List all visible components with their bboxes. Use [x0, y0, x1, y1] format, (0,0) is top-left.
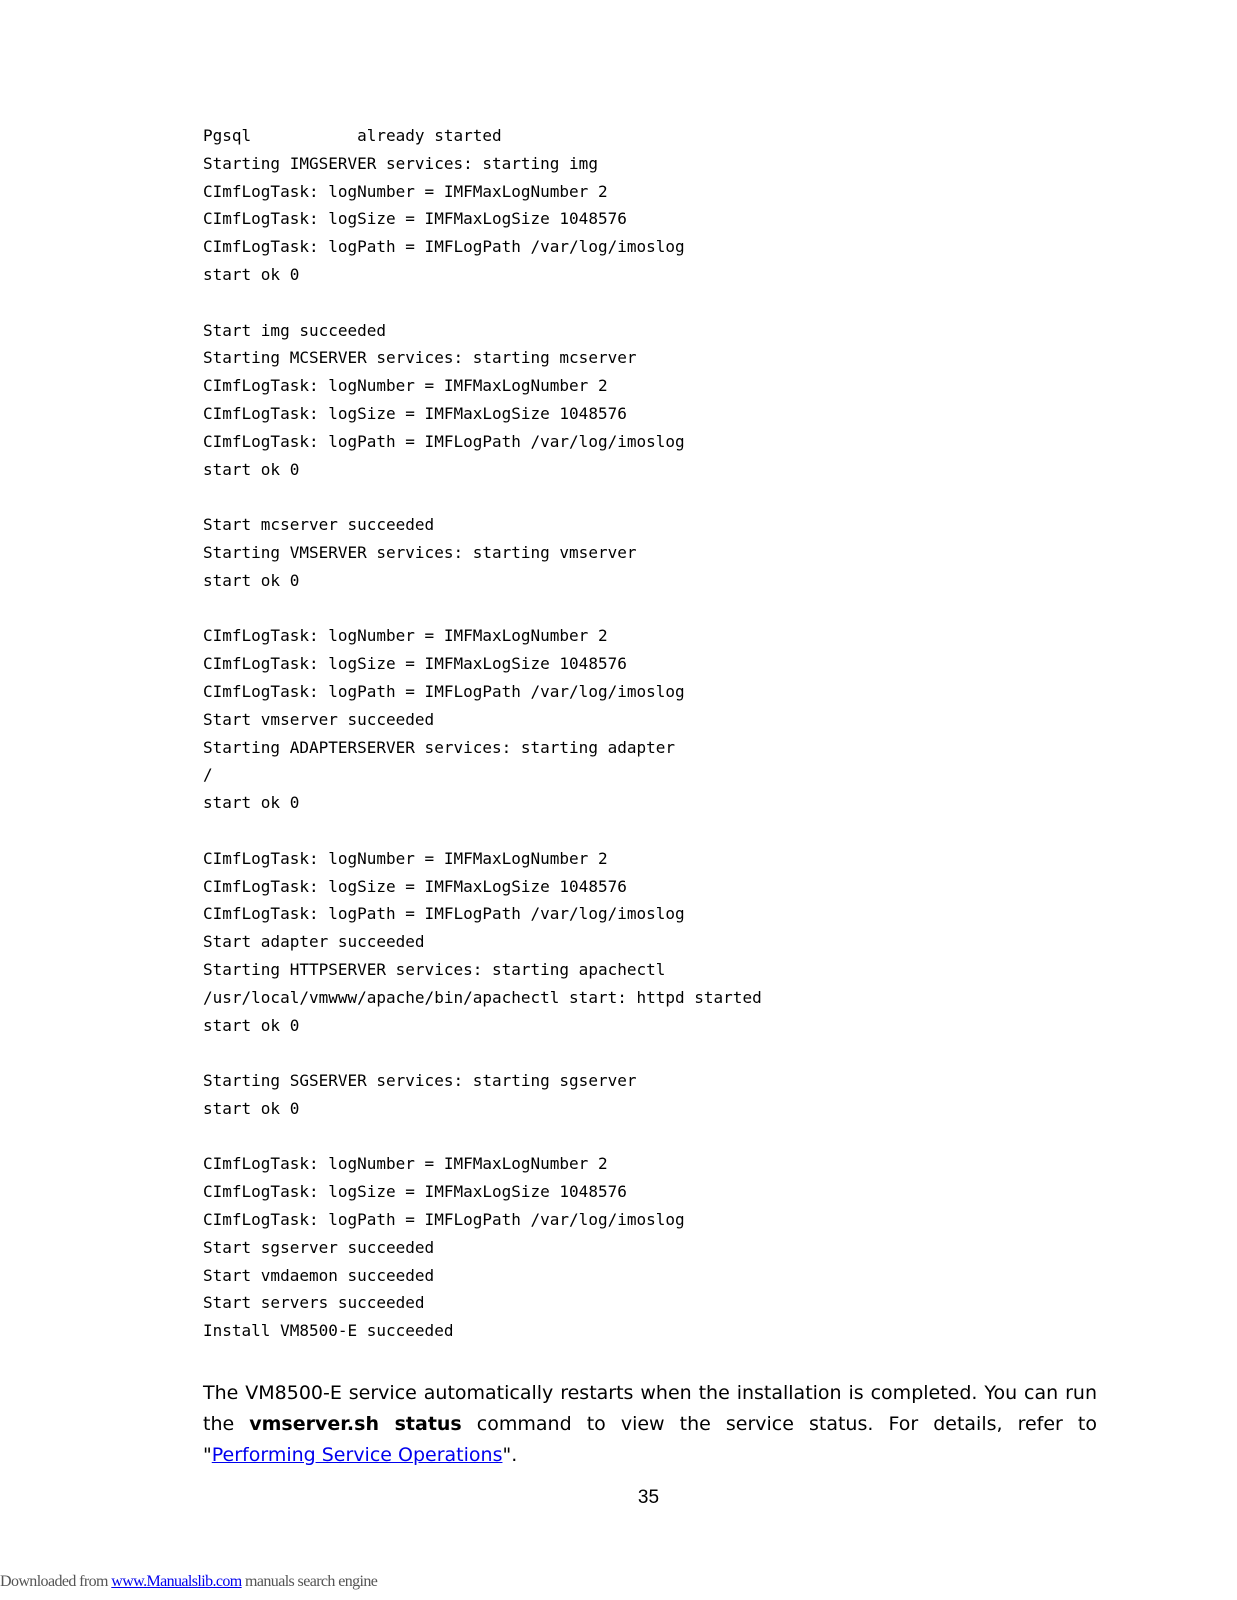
- console-line: Starting HTTPSERVER services: starting apachectl: [203, 959, 666, 979]
- paragraph-text-2: command to view the service status. For details, refer to ": [203, 1413, 1097, 1466]
- paragraph-text-1: The VM8500-E service automatically restarts when the installation is completed. You can run the: [203, 1382, 1097, 1435]
- console-line: /: [203, 765, 213, 785]
- console-line: CImfLogTask: logNumber = IMFMaxLogNumber 2: [203, 1154, 608, 1174]
- console-line: start ok 0: [203, 1098, 300, 1118]
- console-line: Start adapter succeeded: [203, 932, 425, 952]
- console-line: Starting VMSERVER services: starting vmserver: [203, 542, 637, 562]
- console-line: Starting IMGSERVER services: starting img: [203, 153, 598, 173]
- console-blank-line: [203, 289, 1103, 317]
- console-line: CImfLogTask: logPath = IMFLogPath /var/log/imoslog: [203, 904, 685, 924]
- console-line: Starting SGSERVER services: starting sgserver: [203, 1071, 637, 1091]
- console-line: /usr/local/vmwww/apache/bin/apachectl start: httpd started: [203, 987, 762, 1007]
- manualslib-link[interactable]: www.Manualslib.com: [111, 1573, 242, 1590]
- console-line: CImfLogTask: logSize = IMFMaxLogSize 1048576: [203, 876, 627, 896]
- paragraph-text-3: ".: [502, 1444, 518, 1466]
- footer-suffix: manuals search engine: [241, 1573, 378, 1590]
- console-line: Start vmserver succeeded: [203, 709, 435, 729]
- console-blank-line: [203, 595, 1103, 623]
- console-line: CImfLogTask: logNumber = IMFMaxLogNumber 2: [203, 376, 608, 396]
- console-line: CImfLogTask: logPath = IMFLogPath /var/log/imoslog: [203, 1210, 685, 1230]
- console-line: CImfLogTask: logSize = IMFMaxLogSize 1048576: [203, 1182, 627, 1202]
- page-number: 35: [637, 1487, 660, 1508]
- download-footer: [0, 1573, 377, 1591]
- console-line: CImfLogTask: logSize = IMFMaxLogSize 1048576: [203, 209, 627, 229]
- console-line: Start img succeeded: [203, 320, 387, 340]
- console-line: start ok 0: [203, 264, 300, 284]
- console-line: Start vmdaemon succeeded: [203, 1265, 435, 1285]
- console-line: CImfLogTask: logNumber = IMFMaxLogNumber 2: [203, 848, 608, 868]
- console-line: start ok 0: [203, 459, 300, 479]
- console-line: Start sgserver succeeded: [203, 1237, 435, 1257]
- console-line: Starting MCSERVER services: starting mcserver: [203, 348, 637, 368]
- console-line: Pgsql already started: [203, 126, 502, 145]
- body-paragraph: [203, 1378, 1097, 1471]
- console-line: CImfLogTask: logNumber = IMFMaxLogNumber 2: [203, 626, 608, 646]
- console-line: Install VM8500-E succeeded: [203, 1321, 454, 1341]
- console-blank-line: [203, 483, 1103, 511]
- console-line: Start servers succeeded: [203, 1293, 425, 1313]
- console-line: CImfLogTask: logSize = IMFMaxLogSize 1048576: [203, 403, 627, 423]
- console-line: start ok 0: [203, 570, 300, 590]
- footer-prefix: Downloaded from: [0, 1573, 112, 1590]
- console-blank-line: [203, 817, 1103, 845]
- console-line: Starting ADAPTERSERVER services: starting adapter: [203, 737, 676, 757]
- console-blank-line: [203, 1123, 1103, 1151]
- console-line: start ok 0: [203, 793, 300, 813]
- console-output: [203, 122, 1103, 1345]
- console-line: CImfLogTask: logPath = IMFLogPath /var/log/imoslog: [203, 681, 685, 701]
- console-line: CImfLogTask: logSize = IMFMaxLogSize 1048576: [203, 654, 627, 674]
- console-line: start ok 0: [203, 1015, 300, 1035]
- console-line: CImfLogTask: logPath = IMFLogPath /var/log/imoslog: [203, 237, 685, 257]
- console-blank-line: [203, 1039, 1103, 1067]
- console-line: Start mcserver succeeded: [203, 515, 435, 535]
- command-name: vmserver.sh status: [249, 1413, 462, 1435]
- performing-service-operations-link[interactable]: Performing Service Operations: [211, 1444, 503, 1466]
- console-line: CImfLogTask: logNumber = IMFMaxLogNumber 2: [203, 181, 608, 201]
- console-line: CImfLogTask: logPath = IMFLogPath /var/log/imoslog: [203, 431, 685, 451]
